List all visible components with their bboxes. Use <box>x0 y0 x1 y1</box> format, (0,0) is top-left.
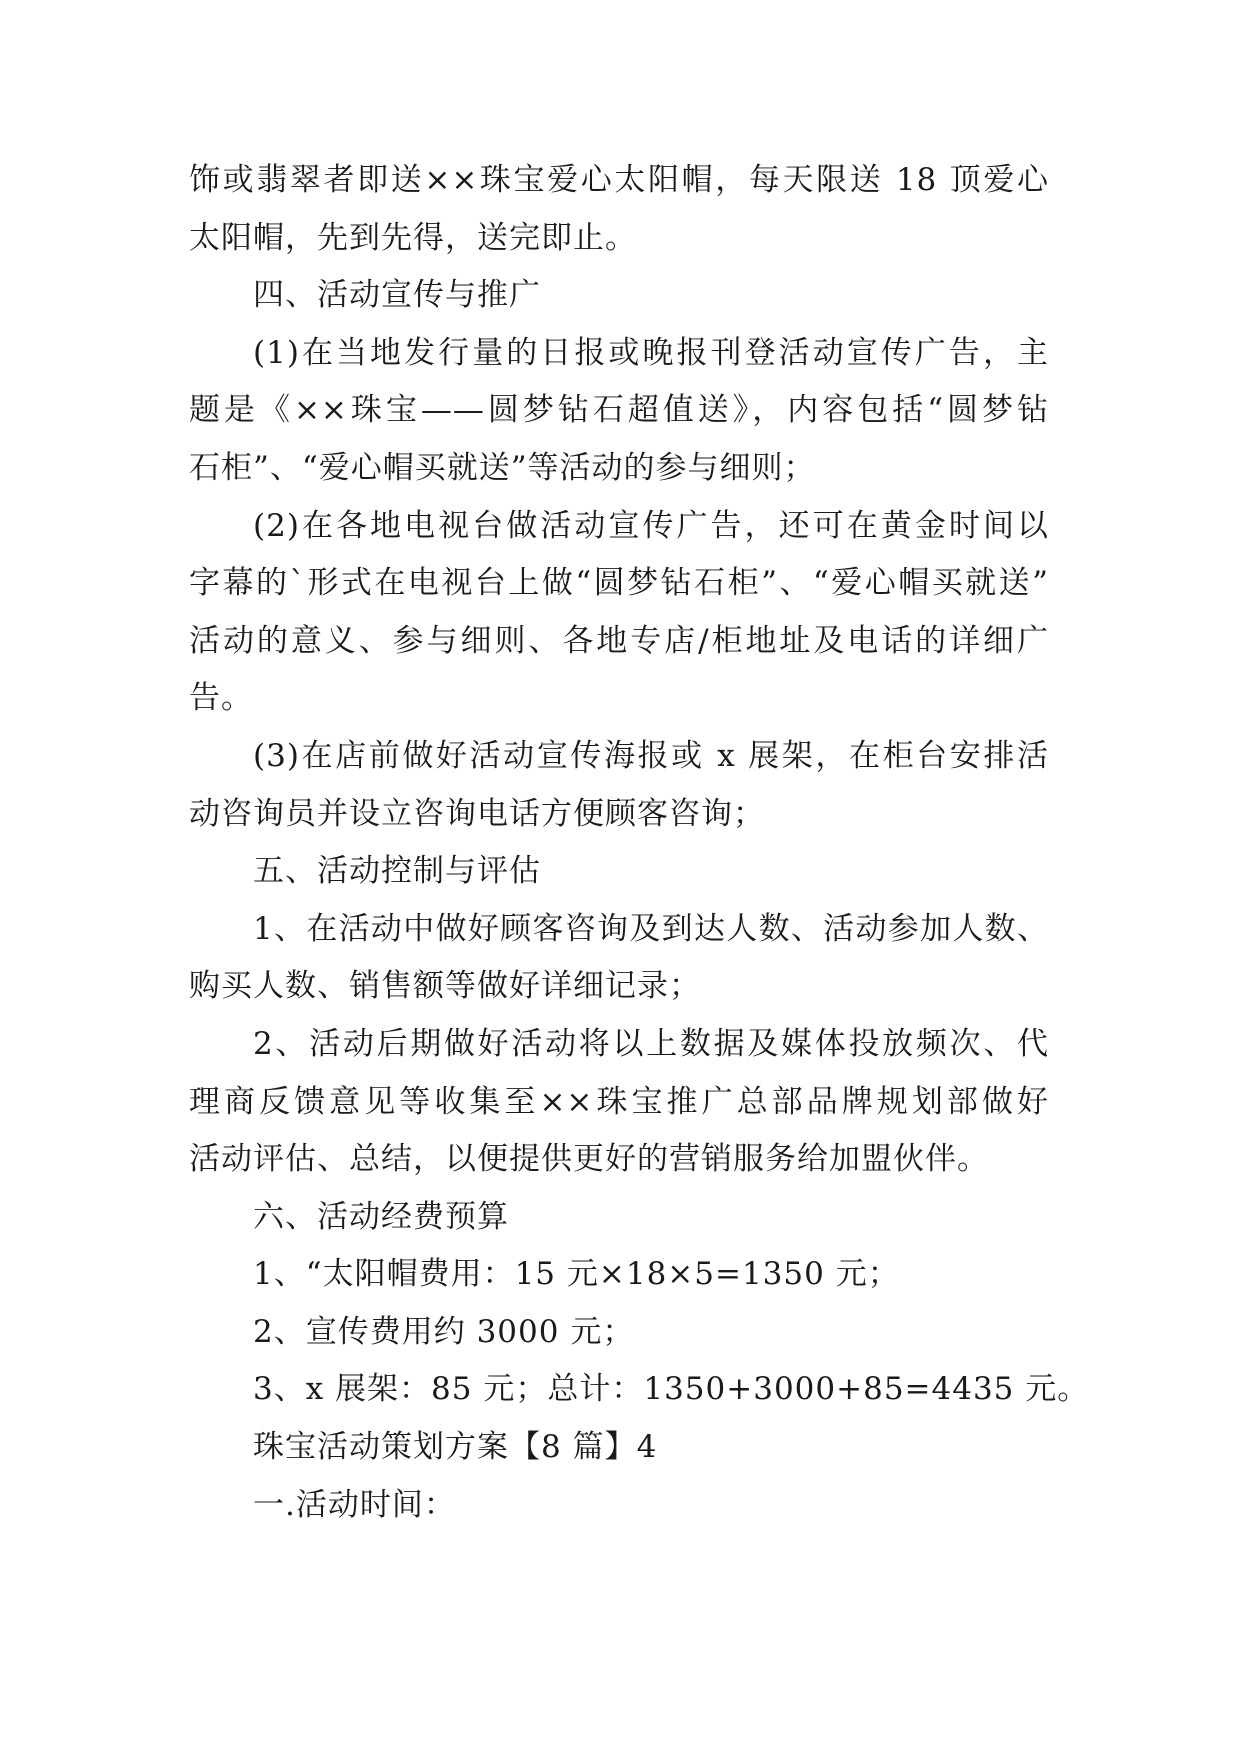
body-line: (3)在店前做好活动宣传海报或 x 展架，在柜台安排活 <box>253 737 1049 774</box>
body-line: (1)在当地发行量的日报或晚报刊登活动宣传广告，主 <box>253 334 1049 371</box>
document-page <box>189 152 1090 1534</box>
budget-item: 1、“太阳帽费用：15 元×18×5=1350 元； <box>253 1256 900 1293</box>
body-line: 1、在活动中做好顾客咨询及到达人数、活动参加人数、 <box>253 910 1049 947</box>
body-line: 太阳帽，先到先得，送完即止。 <box>189 219 637 256</box>
body-line: 活动评估、总结，以便提供更好的营销服务给加盟伙伴。 <box>189 1141 989 1178</box>
section-heading: 四、活动宣传与推广 <box>253 277 541 314</box>
section-heading: 一.活动时间： <box>253 1486 456 1523</box>
body-line: 题是《××珠宝——圆梦钻石超值送》，内容包括“圆梦钻 <box>189 392 1049 429</box>
body-line: 理商反馈意见等收集至××珠宝推广总部品牌规划部做好 <box>189 1083 1049 1120</box>
section-heading: 五、活动控制与评估 <box>253 853 541 890</box>
body-line: 活动的意义、参与细则、各地专店/柜地址及电话的详细广 <box>189 622 1049 659</box>
body-line: 2、活动后期做好活动将以上数据及媒体投放频次、代 <box>253 1025 1049 1062</box>
body-line: (2)在各地电视台做活动宣传广告，还可在黄金时间以 <box>253 507 1049 544</box>
document-title: 珠宝活动策划方案【8 篇】4 <box>253 1429 658 1466</box>
body-line: 购买人数、销售额等做好详细记录； <box>189 968 701 1005</box>
budget-item: 3、x 展架：85 元；总计：1350+3000+85=4435 元。 <box>253 1371 1090 1408</box>
body-line: 石柜”、“爱心帽买就送”等活动的参与细则； <box>189 449 816 486</box>
body-line: 告。 <box>189 680 253 717</box>
body-line: 饰或翡翠者即送××珠宝爱心太阳帽，每天限送 18 顶爱心 <box>189 162 1049 198</box>
body-line: 动咨询员并设立咨询电话方便顾客咨询； <box>189 795 765 832</box>
body-line: 字幕的`形式在电视台上做“圆梦钻石柜”、“爱心帽买就送” <box>189 565 1049 602</box>
budget-item: 2、宣传费用约 3000 元； <box>253 1313 635 1350</box>
section-heading: 六、活动经费预算 <box>253 1198 509 1235</box>
